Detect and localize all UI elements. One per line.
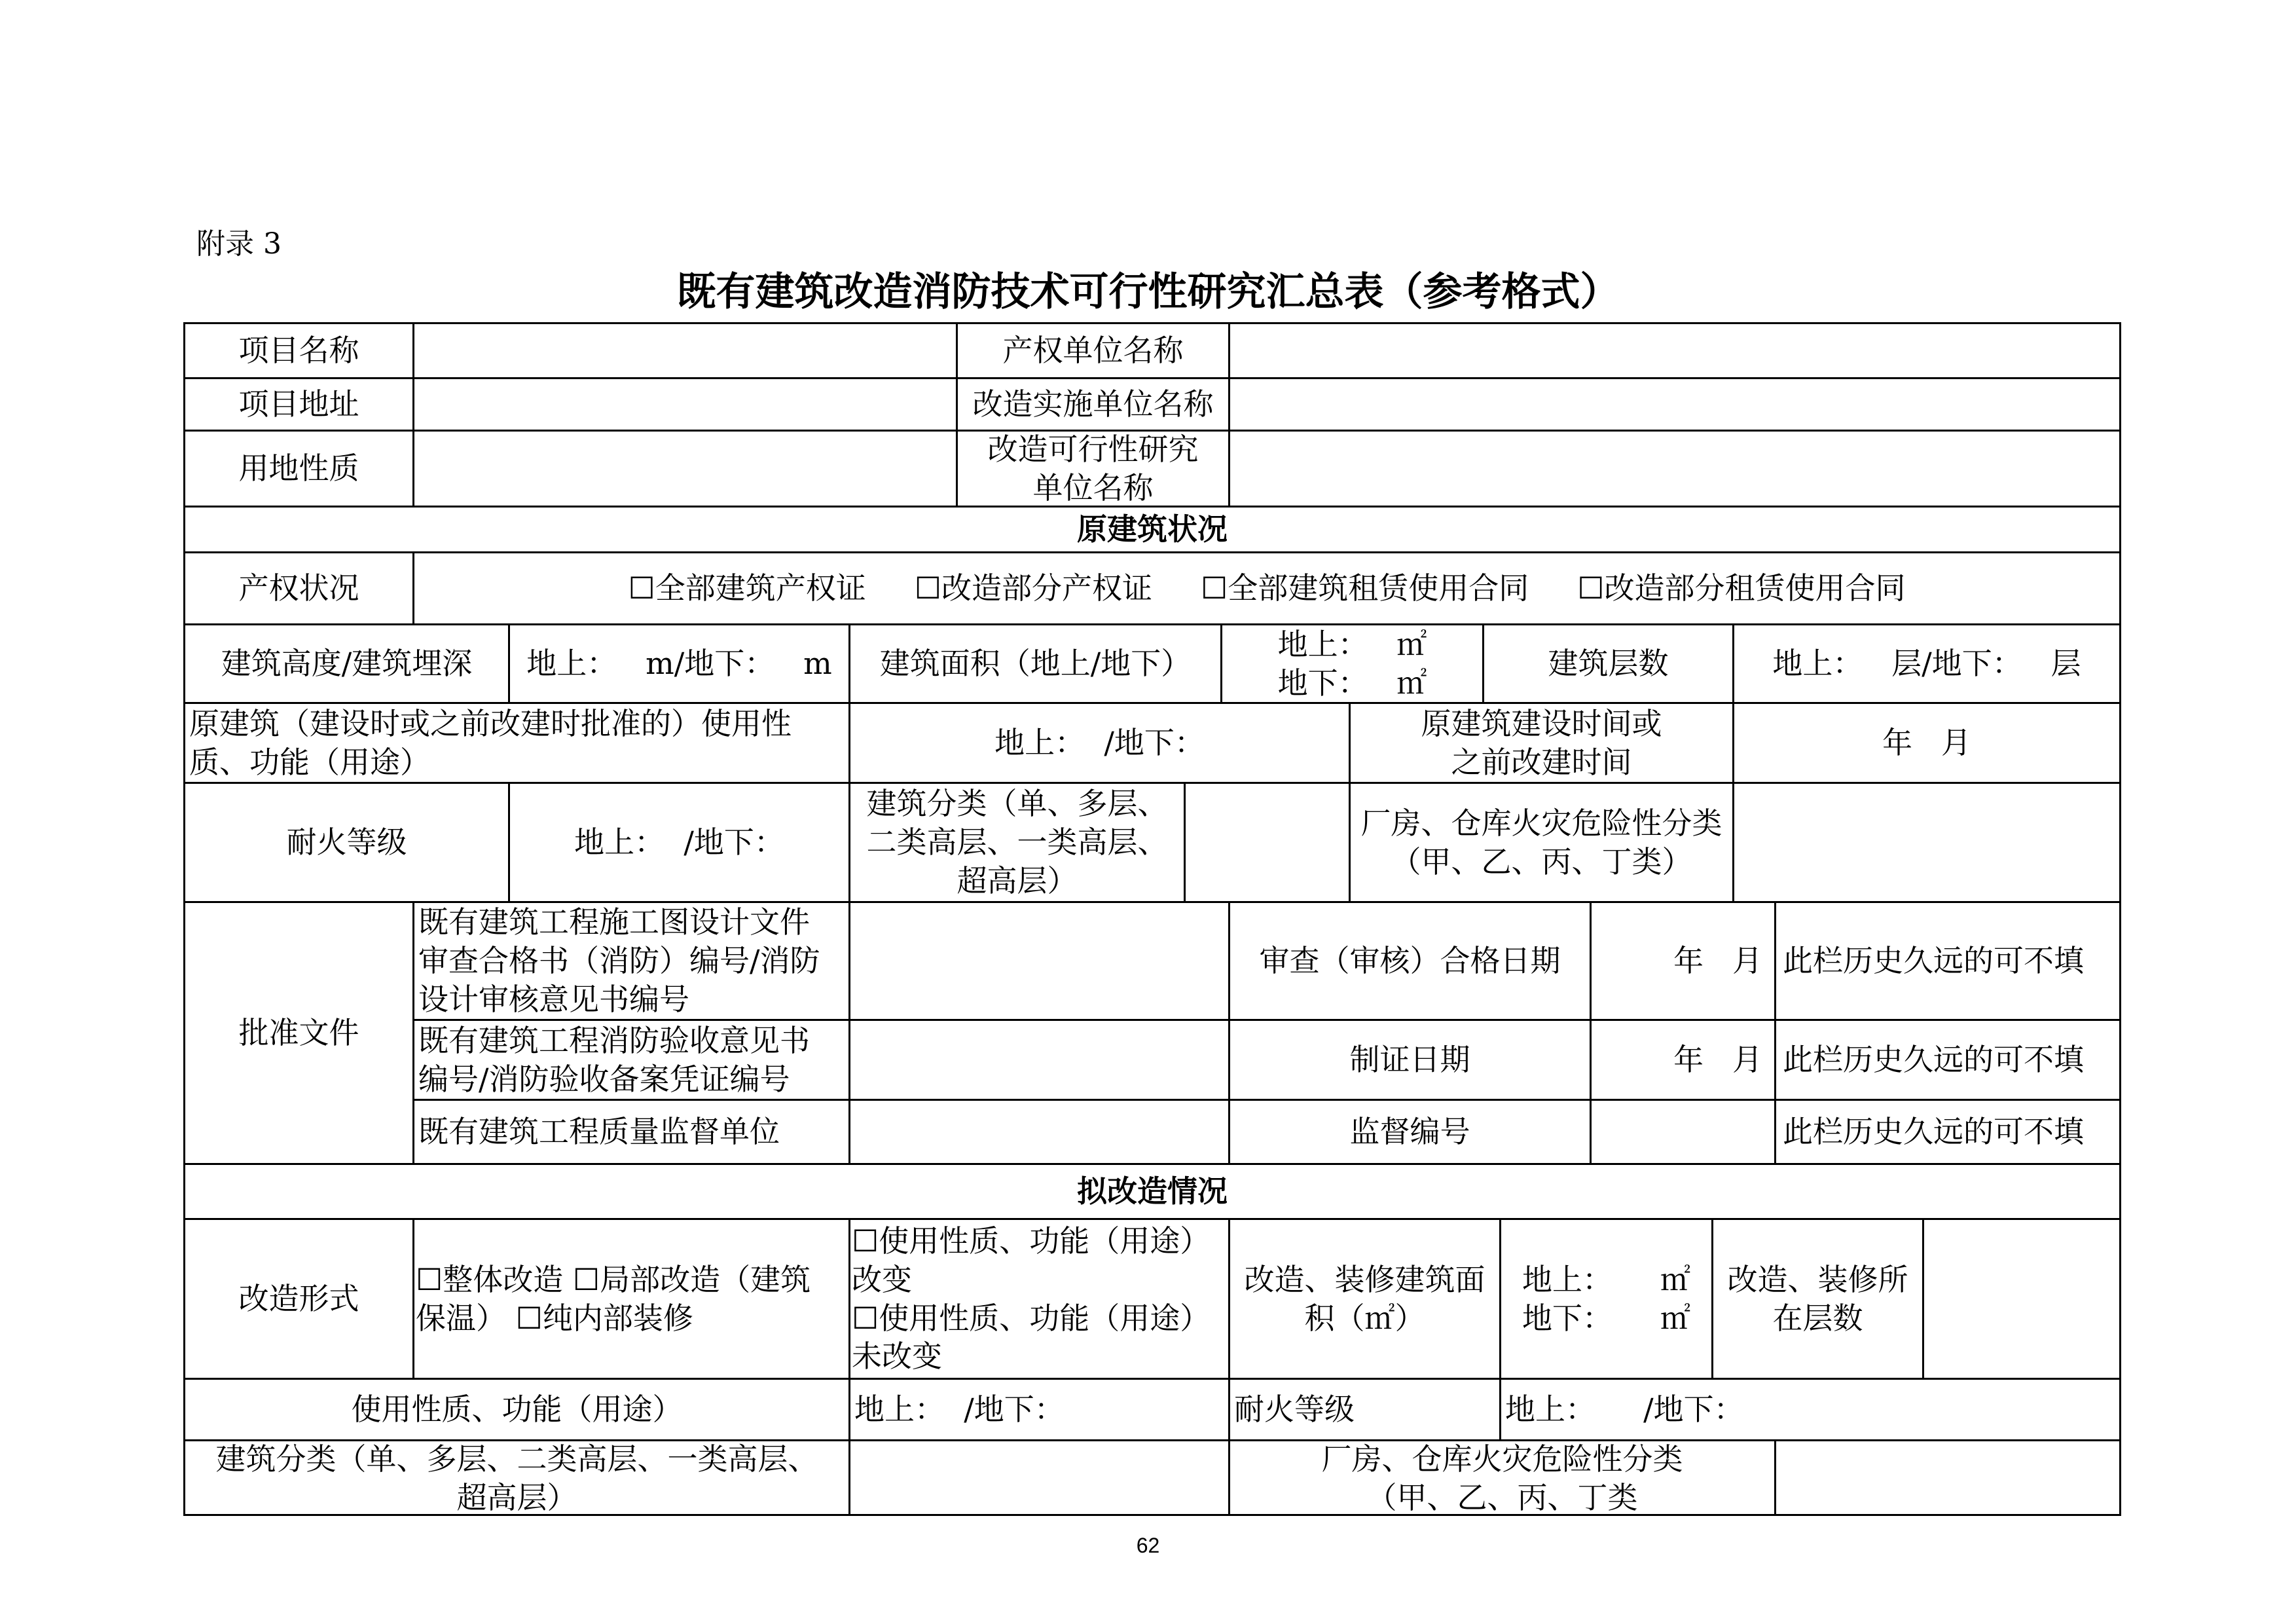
planned-building-class-label: [185, 1441, 848, 1516]
build-time-label-line-2: 之前改建时间: [1451, 744, 1632, 780]
planned-hazard-line-1: 厂房、仓库火灾危险性分类: [1321, 1441, 1683, 1477]
original-fire-rating-label: 耐火等级: [286, 824, 407, 860]
building-area-below: 地下： ㎡: [1277, 665, 1427, 701]
planned-hazard-class-field[interactable]: [1776, 1441, 2119, 1516]
original-use-value[interactable]: 地上： /地下：: [994, 725, 1205, 761]
feasibility-unit-field[interactable]: [1230, 432, 2119, 506]
property-unit-label: 产权单位名称: [1002, 333, 1184, 369]
page-number: 62: [1136, 1534, 1160, 1557]
design-review-date-label: 审查（审核）合格日期: [1259, 943, 1561, 979]
project-name-label: 项目名称: [238, 333, 359, 369]
build-time-label: [1351, 704, 1732, 782]
project-address-label: 项目地址: [238, 386, 359, 422]
property-status-label: 产权状况: [238, 570, 359, 606]
building-class-line-1: 建筑分类（单、多层、: [866, 786, 1168, 822]
building-area-above: 地上： ㎡: [1277, 626, 1427, 662]
renovation-floor-field[interactable]: [1924, 1220, 2119, 1378]
use-change-line-1: ☐使用性质、功能（用途）: [852, 1223, 1211, 1259]
property-option-full-certificate[interactable]: ☐全部建筑产权证: [628, 570, 866, 606]
renovation-form-options[interactable]: [414, 1220, 848, 1378]
original-building-class-field[interactable]: [1186, 784, 1349, 901]
renovation-floor-label-line-2: 在层数: [1772, 1300, 1863, 1336]
renovation-area-value[interactable]: [1501, 1220, 1711, 1378]
original-building-section-title: 原建筑状况: [1077, 511, 1228, 547]
appendix-label: 附录 3: [196, 227, 282, 261]
property-option-partial-certificate[interactable]: ☐改造部分产权证: [914, 570, 1152, 606]
building-floors-value[interactable]: 地上： 层/地下： 层: [1772, 646, 2081, 682]
planned-fire-rating-label: 耐火等级: [1234, 1392, 1355, 1428]
property-option-full-lease[interactable]: ☐全部建筑租赁使用合同: [1201, 570, 1529, 606]
land-nature-label: 用地性质: [238, 451, 359, 487]
original-use-label: [185, 704, 848, 782]
project-address-field[interactable]: [414, 379, 956, 430]
renovation-area-below: 地下： ㎡: [1522, 1300, 1691, 1336]
building-floors-label: 建筑层数: [1548, 646, 1669, 682]
quality-supervision-label: 既有建筑工程质量监督单位: [418, 1114, 780, 1150]
acceptance-note: 此栏历史久远的可不填: [1783, 1042, 2084, 1078]
renovation-area-label-line-2: 积（㎡）: [1304, 1300, 1425, 1336]
building-area-label: 建筑面积（地上/地下）: [879, 646, 1192, 682]
original-hazard-class-label: [1351, 784, 1732, 901]
planned-hazard-line-2: （甲、乙、丙、丁类: [1366, 1480, 1638, 1515]
renovation-area-label: [1230, 1220, 1499, 1378]
supervision-number-label: 监督编号: [1349, 1114, 1470, 1150]
original-building-class-label: [850, 784, 1184, 901]
acceptance-doc-line-2: 编号/消防验收备案凭证编号: [418, 1061, 790, 1097]
design-review-note: 此栏历史久远的可不填: [1783, 943, 2084, 979]
feasibility-unit-label-line-1: 改造可行性研究: [987, 431, 1199, 467]
planned-building-class-field[interactable]: [850, 1441, 1228, 1516]
hazard-class-line-1: 厂房、仓库火灾危险性分类: [1360, 805, 1722, 841]
building-class-line-3: 超高层）: [957, 862, 1078, 898]
project-name-field[interactable]: [414, 324, 956, 377]
renovation-form-label: 改造形式: [238, 1281, 359, 1317]
renovation-form-line-2: 保温） ☐纯内部装修: [416, 1300, 693, 1336]
original-use-label-line-2: 质、功能（用途）: [189, 744, 430, 780]
supervision-number-field[interactable]: [1592, 1101, 1774, 1163]
acceptance-doc-label: [414, 1021, 848, 1099]
issue-date-value[interactable]: 年 月: [1673, 1042, 1762, 1078]
original-use-label-line-1: 原建筑（建设时或之前改建时批准的）使用性: [189, 705, 792, 741]
use-change-line-3: ☐使用性质、功能（用途）: [852, 1300, 1211, 1336]
renovation-unit-field[interactable]: [1230, 379, 2119, 430]
property-status-options: [414, 553, 2119, 623]
original-hazard-class-field[interactable]: [1734, 784, 2119, 901]
supervision-note: 此栏历史久远的可不填: [1783, 1114, 2084, 1150]
property-unit-field[interactable]: [1230, 324, 2119, 377]
renovation-area-above: 地上： ㎡: [1522, 1261, 1691, 1297]
quality-supervision-field[interactable]: [850, 1101, 1228, 1163]
planned-fire-rating-value[interactable]: 地上： /地下：: [1505, 1392, 1744, 1428]
design-review-doc-label: [414, 903, 848, 1019]
feasibility-unit-label-line-2: 单位名称: [1032, 470, 1154, 506]
build-time-label-line-1: 原建筑建设时间或: [1421, 705, 1662, 741]
acceptance-doc-line-1: 既有建筑工程消防验收意见书: [418, 1022, 810, 1058]
use-change-line-2: 改变: [852, 1261, 912, 1297]
design-review-line-2: 审查合格书（消防）编号/消防: [418, 943, 820, 979]
planned-hazard-class-label: [1230, 1441, 1774, 1516]
hazard-class-line-2: （甲、乙、丙、丁类）: [1391, 843, 1692, 879]
use-change-line-4: 未改变: [852, 1338, 942, 1375]
design-review-line-1: 既有建筑工程施工图设计文件: [418, 904, 810, 940]
use-change-options[interactable]: [850, 1220, 1228, 1378]
building-area-value[interactable]: [1222, 625, 1482, 702]
building-height-value[interactable]: 地上： m/地下： m: [526, 646, 832, 682]
renovation-form-line-1: ☐整体改造 ☐局部改造（建筑: [416, 1261, 811, 1297]
design-review-number-field[interactable]: [850, 903, 1228, 1019]
property-option-partial-lease[interactable]: ☐改造部分租赁使用合同: [1577, 570, 1906, 606]
build-time-value[interactable]: 年 月: [1882, 725, 1971, 761]
planned-building-class-line-1: 建筑分类（单、多层、二类高层、一类高层、: [215, 1441, 818, 1477]
planned-building-class-line-2: 超高层）: [456, 1480, 577, 1515]
planned-renovation-section-title: 拟改造情况: [1077, 1173, 1228, 1209]
planned-use-value[interactable]: 地上： /地下：: [854, 1392, 1065, 1428]
form-title: 既有建筑改造消防技术可行性研究汇总表（参考格式）: [676, 269, 1620, 315]
renovation-floor-label: [1713, 1220, 1922, 1378]
renovation-floor-label-line-1: 改造、装修所: [1727, 1261, 1908, 1297]
design-review-date-value[interactable]: 年 月: [1673, 943, 1762, 979]
feasibility-unit-label: [958, 432, 1228, 506]
building-class-line-2: 二类高层、一类高层、: [866, 824, 1168, 860]
issue-date-label: 制证日期: [1349, 1042, 1470, 1078]
renovation-unit-label: 改造实施单位名称: [972, 386, 1214, 422]
land-nature-field[interactable]: [414, 432, 956, 506]
design-review-line-3: 设计审核意见书编号: [418, 981, 689, 1017]
original-fire-rating-value[interactable]: 地上： /地下：: [574, 824, 784, 860]
building-height-label: 建筑高度/建筑埋深: [221, 646, 473, 682]
approval-documents-label: 批准文件: [238, 1015, 359, 1051]
renovation-area-label-line-1: 改造、装修建筑面: [1244, 1261, 1485, 1297]
planned-use-label: 使用性质、功能（用途）: [351, 1392, 683, 1428]
acceptance-number-field[interactable]: [850, 1021, 1228, 1099]
